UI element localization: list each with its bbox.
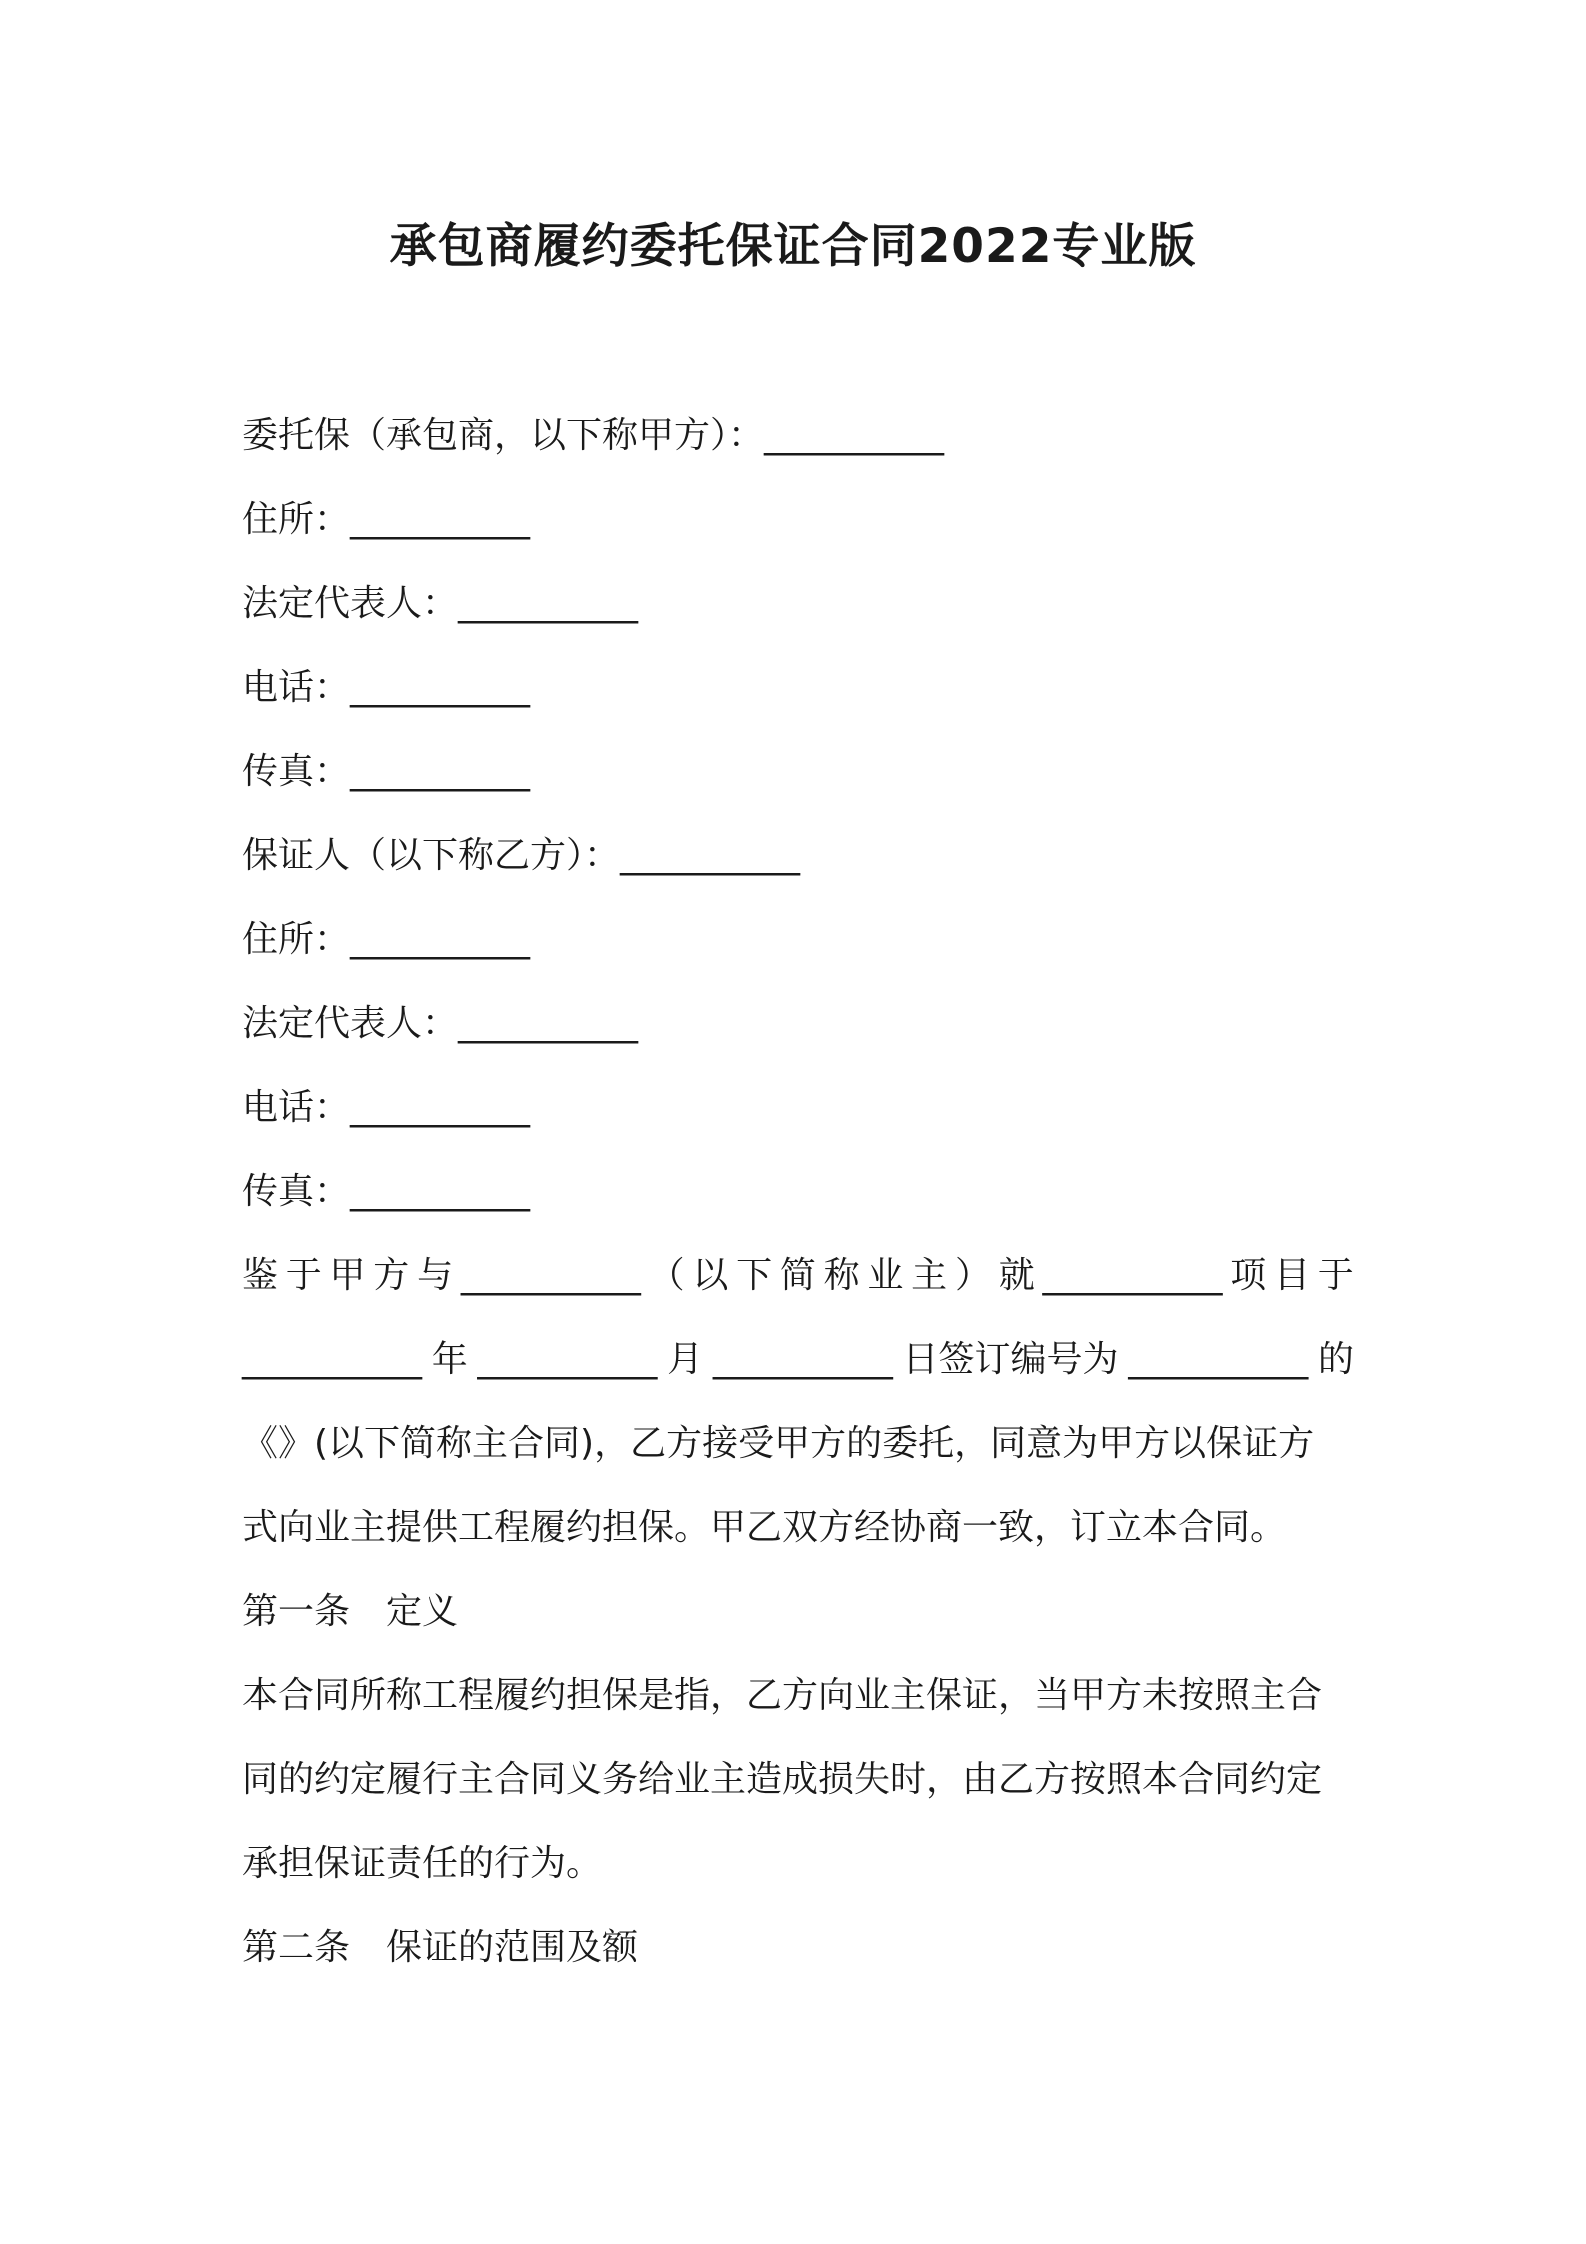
party-b-legal-rep: 法定代表人：__________: [242, 1003, 639, 1044]
preamble-blank: __________: [712, 1339, 893, 1380]
preamble-blank: __________: [242, 1339, 422, 1380]
preamble-part: 下: [736, 1255, 773, 1296]
preamble-part: 日签订编号为: [902, 1339, 1119, 1380]
preamble-blank: __________: [477, 1339, 658, 1380]
preamble-part: 月: [667, 1339, 704, 1380]
preamble-part: 与: [417, 1255, 454, 1296]
article-1-heading: 第一条 定义: [242, 1591, 459, 1632]
party-b-fax: 传真：__________: [242, 1171, 531, 1212]
article-1-line-3: 承担保证责任的行为。: [242, 1843, 603, 1884]
party-a-phone: 电话：__________: [242, 667, 531, 708]
article-1-line-2: 同的约定履行主合同义务给业主造成损失时，由乙方按照本合同约定: [242, 1759, 1323, 1800]
article-2-heading: 第二条 保证的范围及额: [242, 1927, 639, 1968]
preamble-part: 的: [1317, 1339, 1354, 1380]
preamble-blank: __________: [460, 1255, 641, 1296]
preamble-line-2: [242, 1332, 1354, 1388]
document-title: 承包商履约委托保证合同2022专业版: [389, 219, 1197, 274]
preamble-part: ）: [954, 1255, 991, 1296]
preamble-part: （: [648, 1255, 685, 1296]
preamble-line-4: 式向业主提供工程履约担保。甲乙双方经协商一致，订立本合同。: [242, 1507, 1287, 1548]
preamble-blank: __________: [1042, 1255, 1223, 1296]
preamble-part: 方: [373, 1255, 410, 1296]
preamble-line-3: 《》(以下简称主合同)，乙方接受甲方的委托，同意为甲方以保证方: [242, 1423, 1315, 1464]
preamble-part: 甲: [329, 1255, 366, 1296]
party-a-legal-rep: 法定代表人：__________: [242, 583, 639, 624]
preamble-part: 称: [823, 1255, 860, 1296]
party-b-label: 保证人（以下称乙方）：__________: [242, 835, 801, 876]
preamble-part: 简: [779, 1255, 816, 1296]
preamble-part: 主: [911, 1255, 948, 1296]
preamble-part: 于: [1317, 1255, 1354, 1296]
preamble-blank: __________: [1128, 1339, 1309, 1380]
preamble-part: 业: [867, 1255, 904, 1296]
preamble-part: 鉴: [242, 1255, 279, 1296]
party-b-address: 住所：__________: [242, 919, 531, 960]
party-a-label: 委托保（承包商，以下称甲方）：__________: [242, 415, 945, 456]
article-1-line-1: 本合同所称工程履约担保是指，乙方向业主保证，当甲方未按照主合: [242, 1675, 1323, 1716]
preamble-part: 于: [285, 1255, 322, 1296]
party-b-phone: 电话：__________: [242, 1087, 531, 1128]
preamble-line-1: [242, 1248, 1354, 1304]
preamble-part: 项: [1230, 1255, 1267, 1296]
party-a-fax: 传真：__________: [242, 751, 531, 792]
preamble-part: 年: [431, 1339, 468, 1380]
preamble-part: 以: [692, 1255, 729, 1296]
preamble-part: 目: [1273, 1255, 1310, 1296]
preamble-part: 就: [998, 1255, 1035, 1296]
party-a-address: 住所：__________: [242, 499, 531, 540]
